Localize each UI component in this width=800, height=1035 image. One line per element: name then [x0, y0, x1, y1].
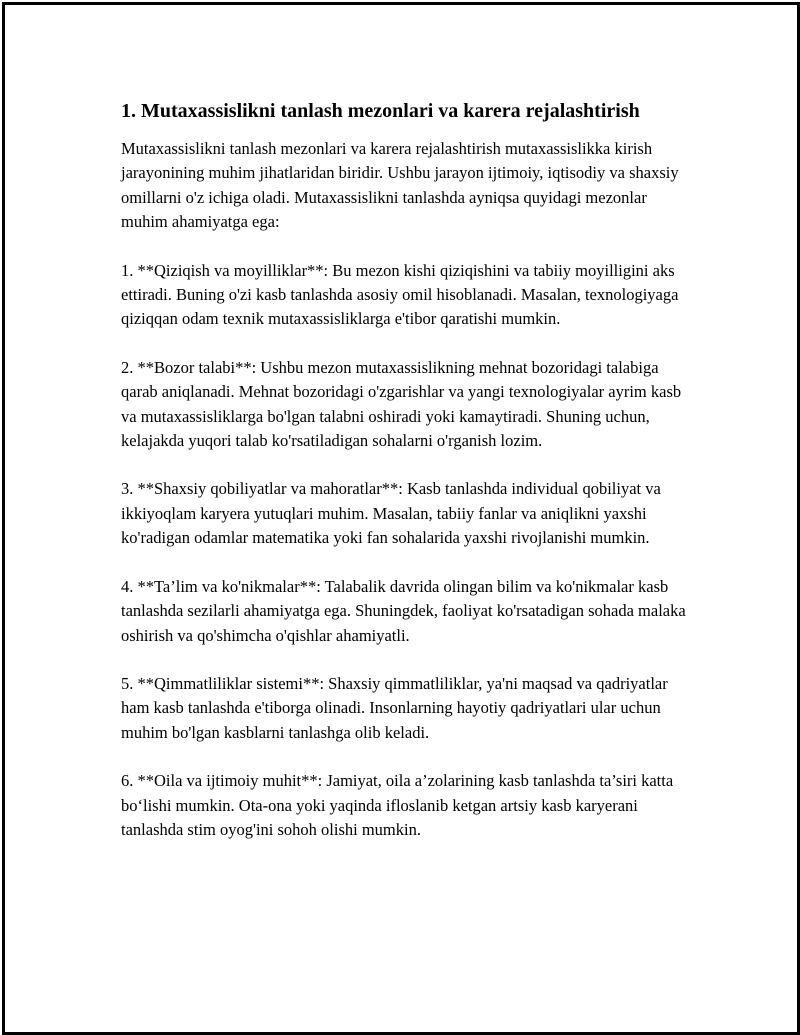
intro-paragraph: Mutaxassislikni tanlash mezonlari va karera rejalashtirish mutaxassislikka kirish jarayonining muhim jihatlaridan biridir. Ushbu jarayon ijtimoiy, iqtisodiy va shaxsiy omillarni o'z ichiga oladi. Mutaxassislikni tanlashda ayniqsa quyidagi mezonlar muhim ahamiyatga ega:: [121, 139, 679, 232]
document-title: 1. Mutaxassislikni tanlash mezonlari va karera rejalashtirish: [121, 100, 640, 122]
criterion-family-social: 6. **Oila va ijtimoiy muhit**: Jamiyat, oila a’zolarining kasb tanlashda ta’siri katta bo‘lishi mumkin. Ota-ona yoki yaqinda ifloslanib ketgan artsiy kasb karyerani tanlashda stim oyog'ini sohoh olishi mumkin.: [121, 771, 674, 839]
criterion-personal-abilities: 3. **Shaxsiy qobiliyatlar va mahoratlar**: Kasb tanlashda individual qobiliyat va ikkiyoqlam karyera yutuqlari muhim. Masalan, tabiiy fanlar va aniqlikni yaxshi ko'radigan odamlar matematika yoki fan sohalarida yaxshi rivojlanishi mumkin.: [121, 479, 661, 548]
document-page: [2, 2, 800, 1035]
criterion-market-demand: 2. **Bozor talabi**: Ushbu mezon mutaxassislikning mehnat bozoridagi talabiga qarab aniqlanadi. Mehnat bozoridagi o'zgarishlar va yangi texnologiyalar ayrim kasb va mutaxassisliklarga bo'lgan talabni oshiradi yoki kamaytiradi. Shuning uchun, kelajakda yuqori talab ko'rsatiladigan sohalarni o'rganish lozim.: [121, 357, 682, 451]
criterion-interests: 1. **Qiziqish va moyilliklar**: Bu mezon kishi qiziqishini va tabiiy moyilligini aks ettiradi. Buning o'zi kasb tanlashda asosiy omil hisoblanadi. Masalan, texnologiyaga qiziqqan odam texnik mutaxassisliklarga e'tibor qaratishi mumkin.: [121, 260, 679, 329]
document-body: [121, 99, 691, 866]
criterion-values-system: 5. **Qimmatliliklar sistemi**: Shaxsiy qimmatliliklar, ya'ni maqsad va qadriyatlar ham kasb tanlashda e'tiborga olinadi. Insonlarning hayotiy qadriyatlari ular uchun muhim bo'lgan kasblarni tanlashga olib keladi.: [121, 673, 668, 742]
criterion-education-skills: 4. **Ta’lim va ko'nikmalar**: Talabalik davrida olingan bilim va ko'nikmalar kasb tanlashda sezilarli ahamiyatga ega. Shuningdek, faoliyat ko'rsatadigan sohada malaka oshirish va qo'shimcha o'qishlar ahamiyatli.: [121, 576, 686, 645]
